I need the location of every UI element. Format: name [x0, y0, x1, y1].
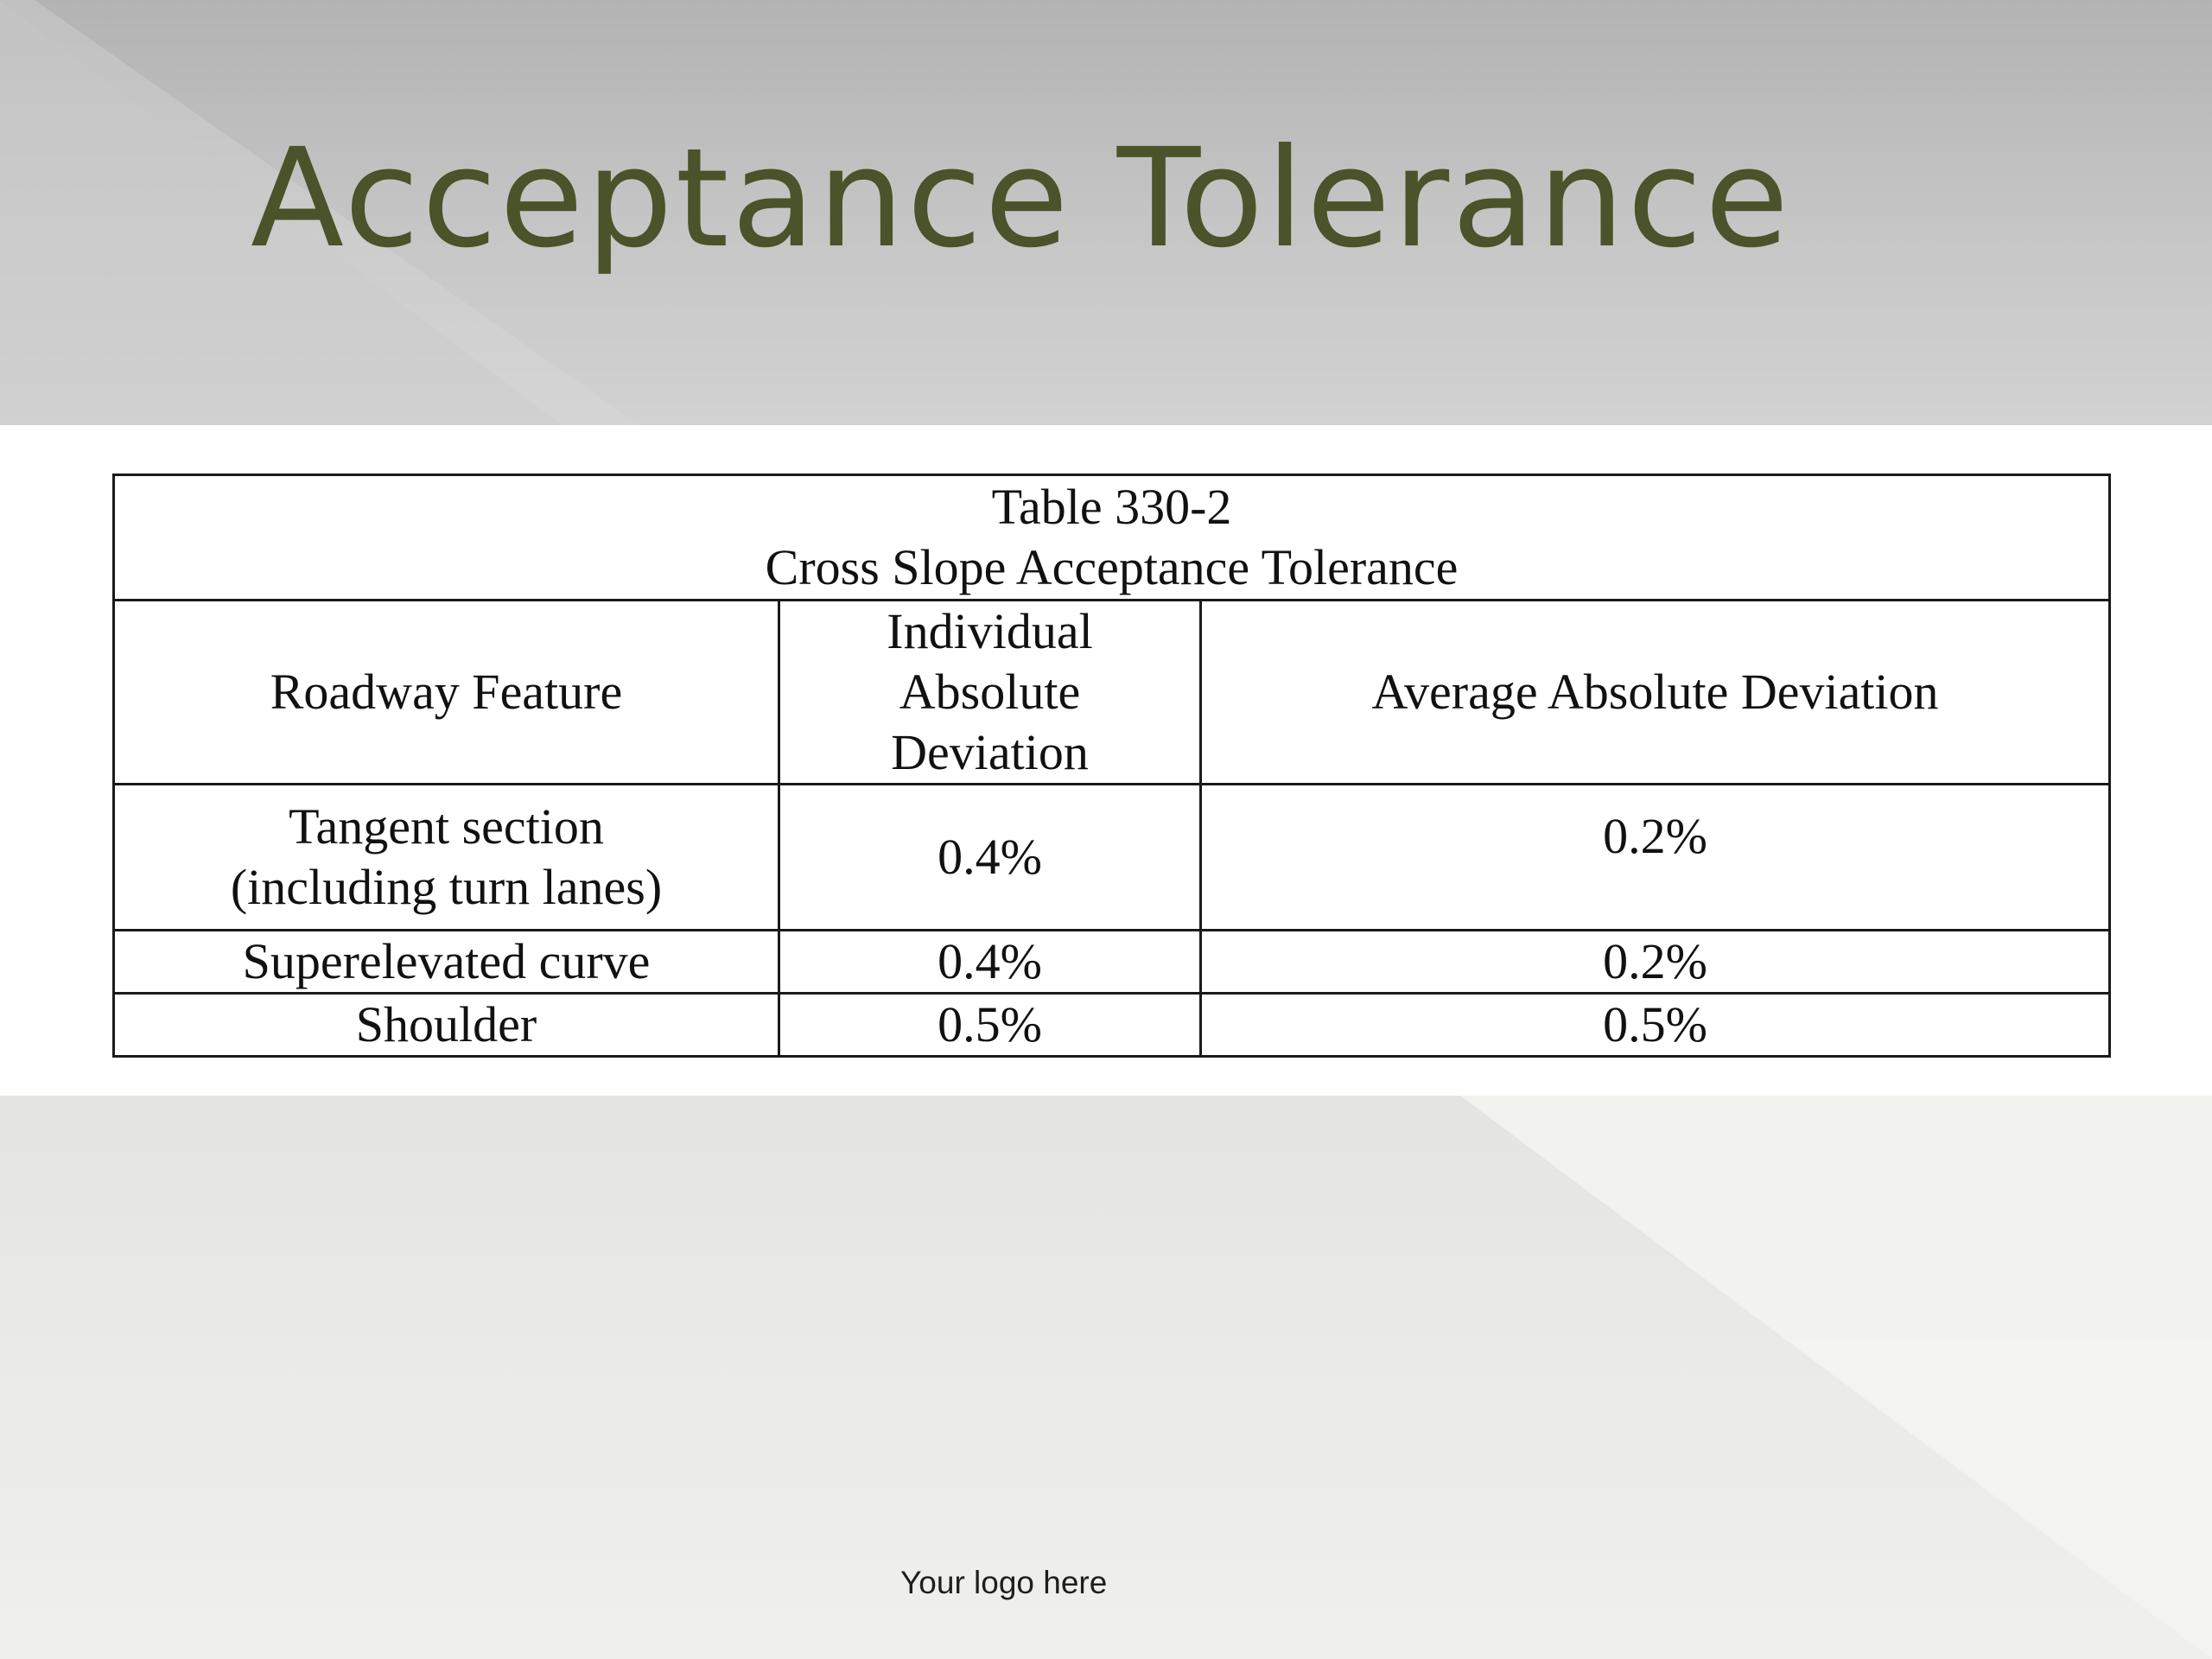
header-roadway-feature: Roadway Feature [114, 601, 779, 785]
tolerance-table-container [112, 474, 2108, 1058]
feature-line-1: Tangent section [289, 798, 604, 855]
slide-title: Acceptance Tolerance [251, 119, 1792, 278]
table-caption-row [114, 475, 2110, 601]
cell-individual: 0.4% [779, 785, 1201, 931]
feature-line-2: (including turn lanes) [230, 859, 663, 915]
cell-average: 0.2% [1201, 785, 2110, 931]
cell-individual: 0.5% [779, 994, 1201, 1057]
cell-average: 0.2% [1201, 931, 2110, 994]
table-row [114, 931, 2110, 994]
header-individual-deviation: Individual Absolute Deviation [779, 601, 1201, 785]
cross-slope-tolerance-table [112, 474, 2111, 1058]
table-number: Table 330-2 [991, 479, 1232, 535]
table-caption [114, 475, 2110, 601]
header-average-deviation: Average Absolute Deviation [1201, 601, 2110, 785]
cell-average: 0.5% [1201, 994, 2110, 1057]
cell-individual: 0.4% [779, 931, 1201, 994]
logo-placeholder: Your logo here [900, 1565, 1108, 1600]
cell-feature: Shoulder [114, 994, 779, 1057]
table-row [114, 785, 2110, 931]
cell-feature: Superelevated curve [114, 931, 779, 994]
cell-feature [114, 785, 779, 931]
table-title: Cross Slope Acceptance Tolerance [765, 539, 1459, 595]
table-header-row [114, 601, 2110, 785]
table-row [114, 994, 2110, 1057]
